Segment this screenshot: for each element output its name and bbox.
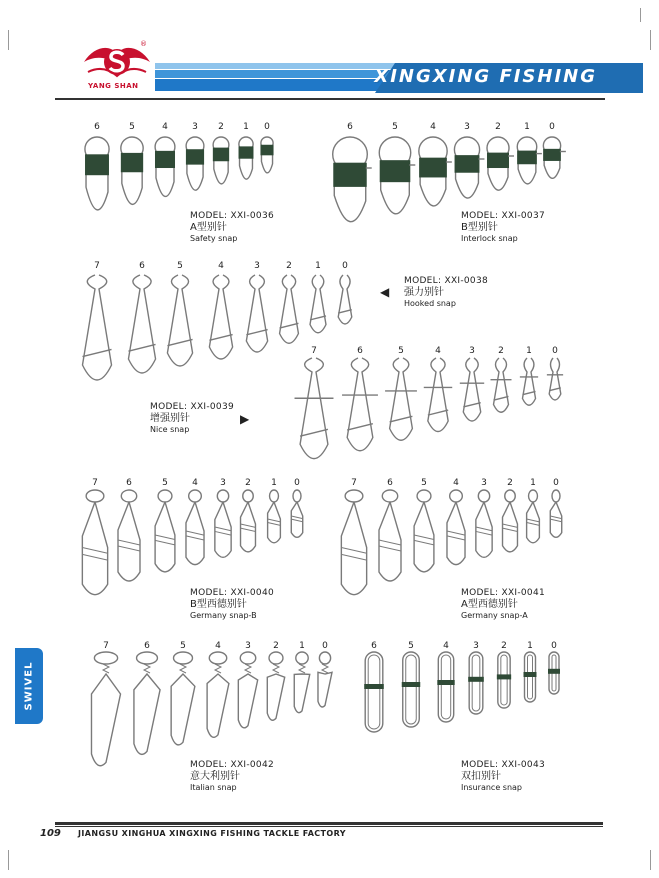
model-number: MODEL: XXI-0041 — [461, 588, 546, 598]
right-arrow-icon: ▶ — [240, 412, 250, 426]
germany-snap-icon — [414, 490, 434, 572]
germany-snap-icon — [82, 490, 107, 595]
germany-snap-icon — [341, 490, 366, 595]
nice-snap-icon — [385, 358, 417, 440]
chinese-name: 增强别针 — [150, 413, 190, 424]
size-label: 4 — [435, 346, 441, 356]
size-label: 1 — [524, 122, 530, 132]
size-label: 3 — [464, 122, 470, 132]
nice-snap-icon — [490, 358, 511, 412]
chinese-name: A型别针 — [190, 222, 227, 233]
nice-snap-icon — [342, 358, 378, 451]
hooked-snap-icon — [280, 275, 299, 343]
size-label: 0 — [294, 478, 300, 488]
english-name: Hooked snap — [404, 299, 456, 308]
size-label: 2 — [501, 641, 507, 651]
size-label: 6 — [139, 261, 145, 271]
germany-snap-icon — [447, 490, 465, 565]
hooked-snap-icon — [246, 275, 267, 352]
size-label: 1 — [526, 346, 532, 356]
size-label: 4 — [443, 641, 449, 651]
caption-p41 — [461, 588, 545, 621]
nice-snap-icon — [295, 358, 334, 459]
hooked-snap-icon — [338, 275, 352, 324]
size-label: 7 — [94, 261, 100, 271]
size-label: 6 — [94, 122, 100, 132]
interlock-snap-icon — [419, 137, 452, 206]
size-label: 3 — [220, 478, 226, 488]
size-label: 3 — [481, 478, 487, 488]
interlock-snap-icon — [487, 137, 514, 190]
size-label: 2 — [507, 478, 513, 488]
model-number: MODEL: XXI-0038 — [404, 276, 489, 286]
italian-snap-icon — [267, 652, 284, 720]
model-number: MODEL: XXI-0037 — [461, 211, 546, 221]
size-label: 5 — [392, 122, 398, 132]
size-label: 1 — [527, 641, 533, 651]
germany-snap-icon — [118, 490, 140, 581]
nice-snap-icon — [547, 358, 563, 400]
caption-p43 — [461, 760, 545, 793]
size-label: 7 — [351, 478, 357, 488]
safety-snap-icon — [260, 137, 273, 173]
size-label: 3 — [254, 261, 260, 271]
size-label: 5 — [177, 261, 183, 271]
size-label: 6 — [126, 478, 132, 488]
size-label: 6 — [357, 346, 363, 356]
size-label: 4 — [162, 122, 168, 132]
size-label: 3 — [473, 641, 479, 651]
size-label: 5 — [421, 478, 427, 488]
safety-snap-icon — [121, 137, 143, 204]
english-name: Safety snap — [190, 234, 238, 243]
english-name: Insurance snap — [461, 783, 523, 792]
nice-snap-icon — [424, 358, 452, 432]
company-name: JIANGSU XINGHUA XINGXING FISHING TACKLE FACTORY — [78, 829, 346, 838]
italian-snap-icon — [294, 652, 309, 713]
size-label: 1 — [299, 641, 305, 651]
english-name: Germany snap-A — [461, 611, 528, 620]
germany-snap-icon — [503, 490, 518, 552]
germany-snap-icon — [241, 490, 256, 552]
chinese-name: A型西德别针 — [461, 599, 518, 610]
size-label: 2 — [218, 122, 224, 132]
size-label: 1 — [315, 261, 321, 271]
english-name: Interlock snap — [461, 234, 518, 243]
size-label: 1 — [530, 478, 536, 488]
size-label: 0 — [552, 346, 558, 356]
size-label: 4 — [218, 261, 224, 271]
safety-snap-icon — [186, 137, 204, 190]
caption-p38 — [404, 276, 488, 309]
size-label: 0 — [551, 641, 557, 651]
size-label: 5 — [408, 641, 414, 651]
caption-p37 — [461, 211, 545, 244]
insurance-snap-icon — [524, 652, 537, 702]
hooked-snap-icon — [128, 275, 155, 373]
germany-snap-icon — [379, 490, 401, 581]
size-label: 6 — [371, 641, 377, 651]
italian-snap-icon — [171, 652, 195, 745]
italian-snap-icon — [238, 652, 257, 728]
germany-snap-icon — [476, 490, 492, 557]
insurance-snap-icon — [548, 652, 560, 694]
nice-snap-icon — [460, 358, 484, 421]
size-label: 2 — [495, 122, 501, 132]
size-label: 0 — [342, 261, 348, 271]
size-label: 7 — [92, 478, 98, 488]
footer-divider-thin — [55, 826, 603, 827]
italian-snap-icon — [207, 652, 229, 737]
size-label: 3 — [245, 641, 251, 651]
chinese-name: B型别针 — [461, 222, 498, 233]
size-label: 2 — [245, 478, 251, 488]
insurance-snap-icon — [402, 652, 421, 727]
insurance-snap-icon — [468, 652, 484, 714]
safety-snap-icon — [85, 137, 109, 210]
interlock-snap-icon — [517, 137, 542, 184]
chinese-name: 强力别针 — [404, 287, 444, 298]
size-label: 2 — [286, 261, 292, 271]
safety-snap-icon — [239, 137, 254, 179]
model-number: MODEL: XXI-0039 — [150, 402, 235, 412]
size-label: 6 — [347, 122, 353, 132]
interlock-snap-icon — [379, 137, 415, 214]
safety-snap-icon — [213, 137, 229, 184]
english-name: Italian snap — [190, 783, 237, 792]
section-tab-label: SWIVEL — [23, 661, 35, 711]
safety-snap-icon — [155, 137, 175, 196]
germany-snap-icon — [550, 490, 561, 537]
size-label: 1 — [243, 122, 249, 132]
nice-snap-icon — [520, 358, 538, 405]
size-label: 4 — [453, 478, 459, 488]
english-name: Nice snap — [150, 425, 190, 434]
footer-divider — [55, 822, 603, 825]
caption-p42 — [190, 760, 274, 793]
page-number: 109 — [40, 828, 61, 839]
size-label: 2 — [273, 641, 279, 651]
size-label: 0 — [549, 122, 555, 132]
size-label: 3 — [192, 122, 198, 132]
size-label: 0 — [264, 122, 270, 132]
germany-snap-icon — [215, 490, 231, 557]
size-label: 5 — [162, 478, 168, 488]
germany-snap-icon — [186, 490, 204, 565]
interlock-snap-icon — [454, 137, 484, 198]
italian-snap-icon — [318, 652, 332, 707]
registered-mark: ® — [140, 40, 147, 48]
size-label: 5 — [398, 346, 404, 356]
hooked-snap-icon — [167, 275, 192, 366]
model-number: MODEL: XXI-0036 — [190, 211, 275, 221]
size-label: 7 — [311, 346, 317, 356]
size-label: 5 — [180, 641, 186, 651]
size-label: 1 — [271, 478, 277, 488]
germany-snap-icon — [268, 490, 281, 543]
left-arrow-icon: ◀ — [380, 285, 390, 299]
size-label: 0 — [322, 641, 328, 651]
insurance-snap-icon — [364, 652, 384, 732]
size-label: 3 — [469, 346, 475, 356]
model-number: MODEL: XXI-0043 — [461, 760, 546, 770]
swivel-section-tab — [15, 648, 43, 724]
hooked-snap-icon — [209, 275, 232, 359]
hooked-snap-icon — [310, 275, 326, 333]
size-label: 4 — [215, 641, 221, 651]
size-label: 0 — [553, 478, 559, 488]
caption-p40 — [190, 588, 274, 621]
interlock-snap-icon — [333, 137, 372, 222]
size-label: 6 — [144, 641, 150, 651]
model-number: MODEL: XXI-0040 — [190, 588, 275, 598]
size-label: 6 — [387, 478, 393, 488]
insurance-snap-icon — [497, 652, 511, 708]
logo-text: YANG SHAN — [88, 82, 139, 90]
hooked-snap-icon — [82, 275, 111, 380]
chinese-name: 意大利别针 — [190, 771, 240, 782]
caption-p36 — [190, 211, 274, 244]
size-label: 5 — [129, 122, 135, 132]
italian-snap-icon — [91, 652, 120, 766]
size-label: 4 — [430, 122, 436, 132]
chinese-name: B型西德别针 — [190, 599, 247, 610]
model-number: MODEL: XXI-0042 — [190, 760, 275, 770]
insurance-snap-icon — [437, 652, 454, 722]
interlock-snap-icon — [543, 137, 566, 178]
size-label: 7 — [103, 641, 109, 651]
germany-snap-icon — [155, 490, 175, 572]
brand-title: XINGXING FISHING — [374, 66, 597, 87]
english-name: Germany snap-B — [190, 611, 257, 620]
caption-p39 — [150, 402, 234, 435]
italian-snap-icon — [134, 652, 160, 754]
germany-snap-icon — [291, 490, 302, 537]
chinese-name: 双扣别针 — [461, 771, 501, 782]
size-label: 2 — [498, 346, 504, 356]
germany-snap-icon — [527, 490, 540, 543]
size-label: 4 — [192, 478, 198, 488]
